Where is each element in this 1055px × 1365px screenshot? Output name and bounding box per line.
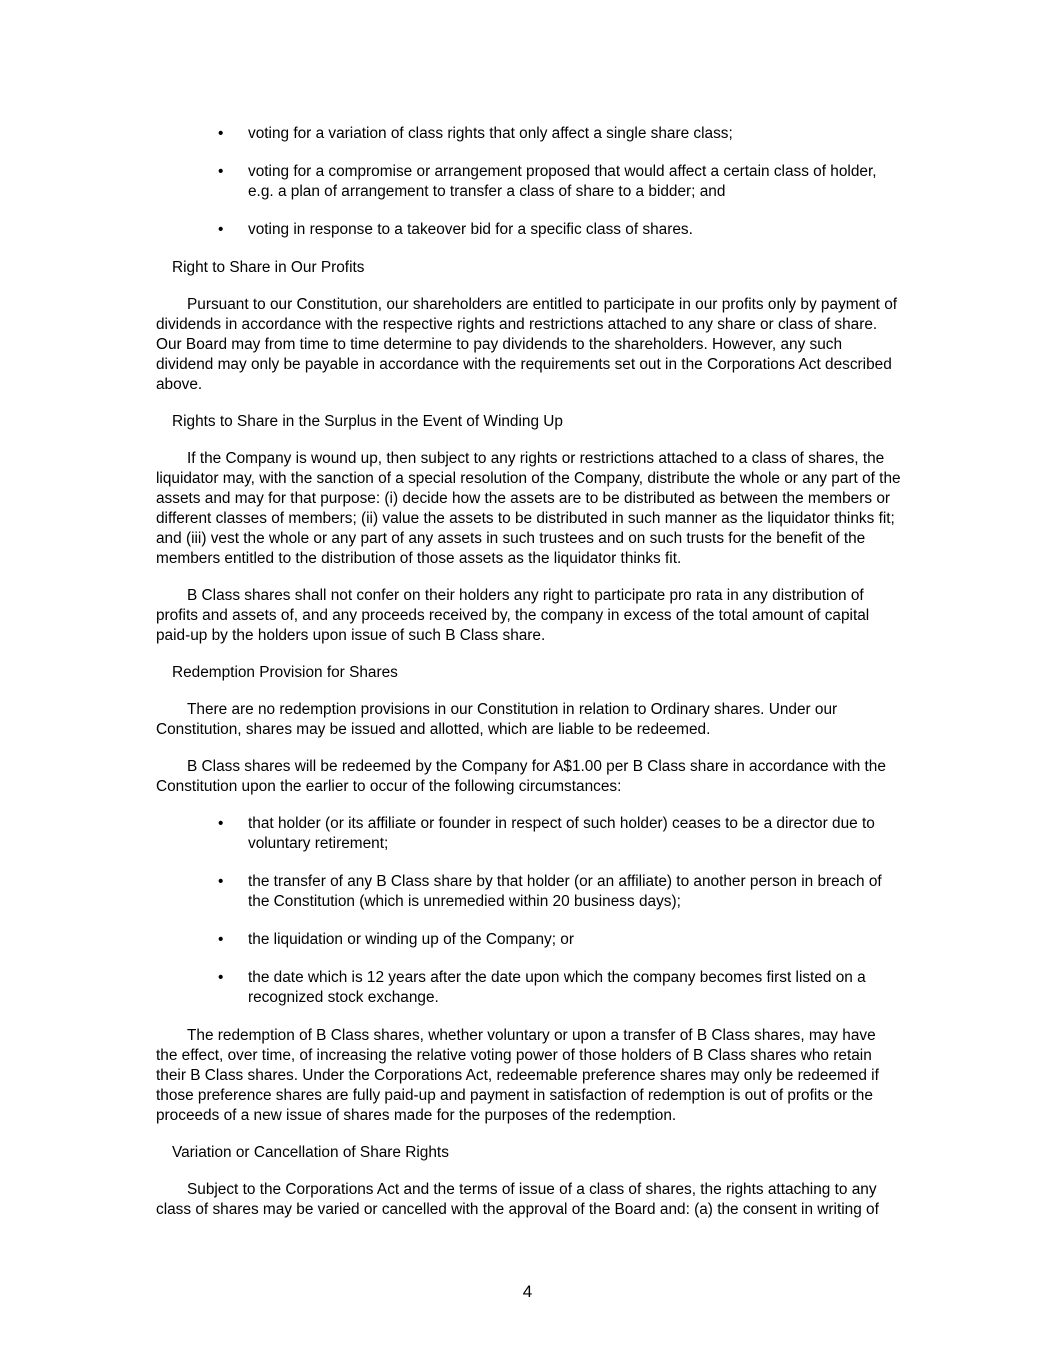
bullet-icon: • — [218, 815, 224, 832]
list-item-text: the date which is 12 years after the date upon which the company becomes first listed on a recognized stock exchange. — [248, 969, 866, 1006]
list-item-text: voting for a variation of class rights that only affect a single share class; — [248, 125, 733, 142]
list-item — [156, 124, 901, 144]
paragraph: There are no redemption provisions in our Constitution in relation to Ordinary shares. Under our Constitution, shares may be issued and allotted, which are liable to be redeemed. — [156, 701, 838, 738]
section-heading-redemption: Redemption Provision for Shares — [172, 664, 398, 681]
paragraph: Subject to the Corporations Act and the terms of issue of a class of shares, the rights attaching to any class of shares may be varied or cancelled with the approval of the Board and: (a) the consent in writing of — [156, 1181, 879, 1218]
voting-bullet-list — [156, 124, 901, 240]
paragraph: If the Company is wound up, then subject to any rights or restrictions attached to a class of shares, the liquidator may, with the sanction of a special resolution of the Company, distribute the whole or any part of the assets and may for that purpose: (i) decide how the assets are to be distributed as between the members or different classes of members; (ii) value the assets to be distributed in such manner as the liquidator thinks fit; and (iii) vest the whole or any part of any assets in such trustees and on such trusts for the benefit of the members entitled to the distribution of those assets as the liquidator thinks fit. — [156, 450, 901, 567]
bullet-icon: • — [218, 163, 224, 180]
paragraph: Pursuant to our Constitution, our shareholders are entitled to participate in our profits only by payment of dividends in accordance with the respective rights and restrictions attached to any share or class of share. Our Board may from time to time determine to pay dividends to the shareholders. However, any such dividend may only be payable in accordance with the requirements set out in the Corporations Act described above. — [156, 296, 898, 393]
section-heading-variation: Variation or Cancellation of Share Rights — [172, 1144, 449, 1161]
bullet-icon: • — [218, 873, 224, 890]
bullet-icon: • — [218, 931, 224, 948]
list-item-text: the transfer of any B Class share by that holder (or an affiliate) to another person in breach of the Constitution (which is unremedied within 20 business days); — [248, 873, 882, 910]
section-heading-surplus: Rights to Share in the Surplus in the Event of Winding Up — [172, 413, 563, 430]
bullet-icon: • — [218, 125, 224, 142]
list-item-text: that holder (or its affiliate or founder in respect of such holder) ceases to be a director due to voluntary retirement; — [248, 815, 875, 852]
list-item-text: the liquidation or winding up of the Company; or — [248, 931, 574, 948]
page-content — [156, 124, 901, 1237]
list-item — [156, 162, 901, 202]
redemption-bullet-list — [156, 814, 901, 1008]
list-item — [156, 220, 901, 240]
list-item-text: voting for a compromise or arrangement proposed that would affect a certain class of holder, e.g. a plan of arrangement to transfer a class of share to a bidder; and — [248, 163, 877, 200]
bullet-icon: • — [218, 969, 224, 986]
paragraph: B Class shares shall not confer on their holders any right to participate pro rata in any distribution of profits and assets of, and any proceeds received by, the company in excess of the total amount of capital paid-up by the holders upon issue of such B Class share. — [156, 587, 870, 644]
list-item-text: voting in response to a takeover bid for a specific class of shares. — [248, 221, 693, 238]
list-item — [156, 814, 901, 854]
list-item — [156, 968, 901, 1008]
page-number: 4 — [522, 1282, 533, 1301]
list-item — [156, 872, 901, 912]
bullet-icon: • — [218, 221, 224, 238]
paragraph: The redemption of B Class shares, whether voluntary or upon a transfer of B Class shares, may have the effect, over time, of increasing the relative voting power of those holders of B Class shares who retain their B Class shares. Under the Corporations Act, redeemable preference shares may only be redeemed if those preference shares are fully paid-up and payment in satisfaction of redemption is out of profits or the proceeds of a new issue of shares made for the purposes of the redemption. — [156, 1027, 879, 1124]
paragraph: B Class shares will be redeemed by the Company for A$1.00 per B Class share in accordance with the Constitution upon the earlier to occur of the following circumstances: — [156, 758, 886, 795]
list-item — [156, 930, 901, 950]
section-heading-profits: Right to Share in Our Profits — [172, 259, 365, 276]
